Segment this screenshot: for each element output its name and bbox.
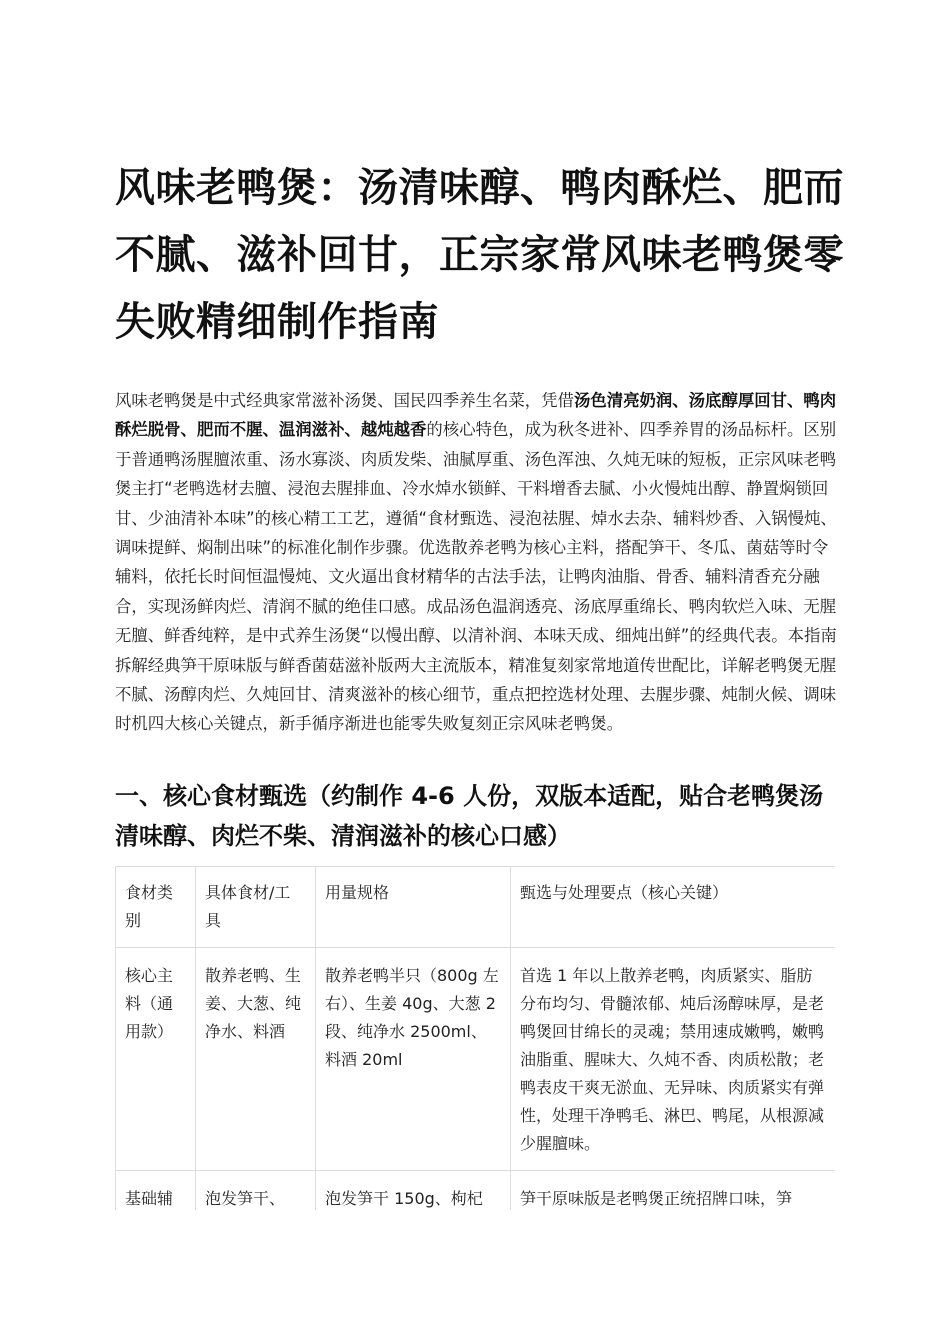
table-header-cell: 食材类别 [116,867,196,948]
table-row [116,1171,836,1211]
intro-text-rest: 的核心特色，成为秋冬进补、四季养胃的汤品标杆。区别于普通鸭汤腥膻浓重、汤水寡淡、肉质发柴、油腻厚重、汤色浑浊、久炖无味的短板，正宗风味老鸭煲主打“老鸭选材去膻、浸泡去腥排血、冷水焯水锁鲜、干料增香去腻、小火慢炖出醇、静置焖锁回甘、少油清补本味”的核心精工工艺，遵循“食材甄选、浸泡祛腥、焯水去杂、辅料炒香、入锅慢炖、调味提鲜、焖制出味”的标准化制作步骤。优选散养老鸭为核心主料，搭配笋干、冬瓜、菌菇等时令辅料，依托长时间恒温慢炖、文火逼出食材精华的古法手法，让鸭肉油脂、骨香、辅料清香充分融合，实现汤鲜肉烂、清润不腻的绝佳口感。成品汤色温润透亮、汤底厚重绵长、鸭肉软烂入味、无腥无膻、鲜香纯粹，是中式养生汤煲“以慢出醇、以清补润、本味天成、细炖出鲜”的经典代表。本指南拆解经典笋干原味版与鲜香菌菇滋补版两大主流版本，精准复刻家常地道传世配比，详解老鸭煲无腥不腻、汤醇肉烂、久炖回甘、清爽滋补的核心细节，重点把控选材处理、去腥步骤、炖制火候、调味时机四大核心关键点，新手循序渐进也能零失败复刻正宗风味老鸭煲。 [115,420,837,734]
intro-paragraph [115,386,841,739]
section-heading-ingredients: 一、核心食材甄选（约制作 4-6 人份，双版本适配，贴合老鸭煲汤清味醇、肉烂不柴、清润滋补的核心口感） [115,782,824,850]
table-header-cell: 甄选与处理要点（核心关键） [511,867,836,948]
table-header-row [116,867,836,948]
table-cell: 泡发笋干 150g、枸杞 [316,1171,511,1211]
table-cell: 泡发笋干、 [196,1171,316,1211]
table-header-cell: 用量规格 [316,867,511,948]
table-cell: 首选 1 年以上散养老鸭，肉质紧实、脂肪分布均匀、骨髓浓郁、炖后汤醇味厚，是老鸭煲回甘绵长的灵魂；禁用速成嫩鸭，嫩鸭油脂重、腥味大、久炖不香、肉质松散；老鸭表皮干爽无淤血、无异味、肉质紧实有弹性，处理干净鸭毛、淋巴、鸭尾，从根源减少腥膻味。 [511,948,836,1171]
table-row [116,948,836,1171]
intro-text-start: 风味老鸭煲是中式经典家常滋补汤煲、国民四季养生名菜，凭借 [115,391,574,410]
table-cell: 散养老鸭半只（800g 左右）、生姜 40g、大葱 2 段、纯净水 2500ml、料酒 20ml [316,948,511,1171]
table-cell: 核心主料（通用款） [116,948,196,1171]
table-cell: 基础辅 [116,1171,196,1211]
table-header-cell: 具体食材/工具 [196,867,316,948]
page-title: 风味老鸭煲：汤清味醇、鸭肉酥烂、肥而不腻、滋补回甘，正宗家常风味老鸭煲零失败精细制作指南 [115,165,844,345]
table-cell: 散养老鸭、生姜、大葱、纯净水、料酒 [196,948,316,1171]
table-cell: 笋干原味版是老鸭煲正统招牌口味，笋 [511,1171,836,1211]
ingredients-table-container [115,866,835,1210]
intro-bold-features: 汤色清亮奶润、汤底醇厚回甘、鸭肉酥烂脱骨、肥而不腥、温润滋补、越炖越香 [115,391,837,440]
ingredients-table [115,866,835,1210]
